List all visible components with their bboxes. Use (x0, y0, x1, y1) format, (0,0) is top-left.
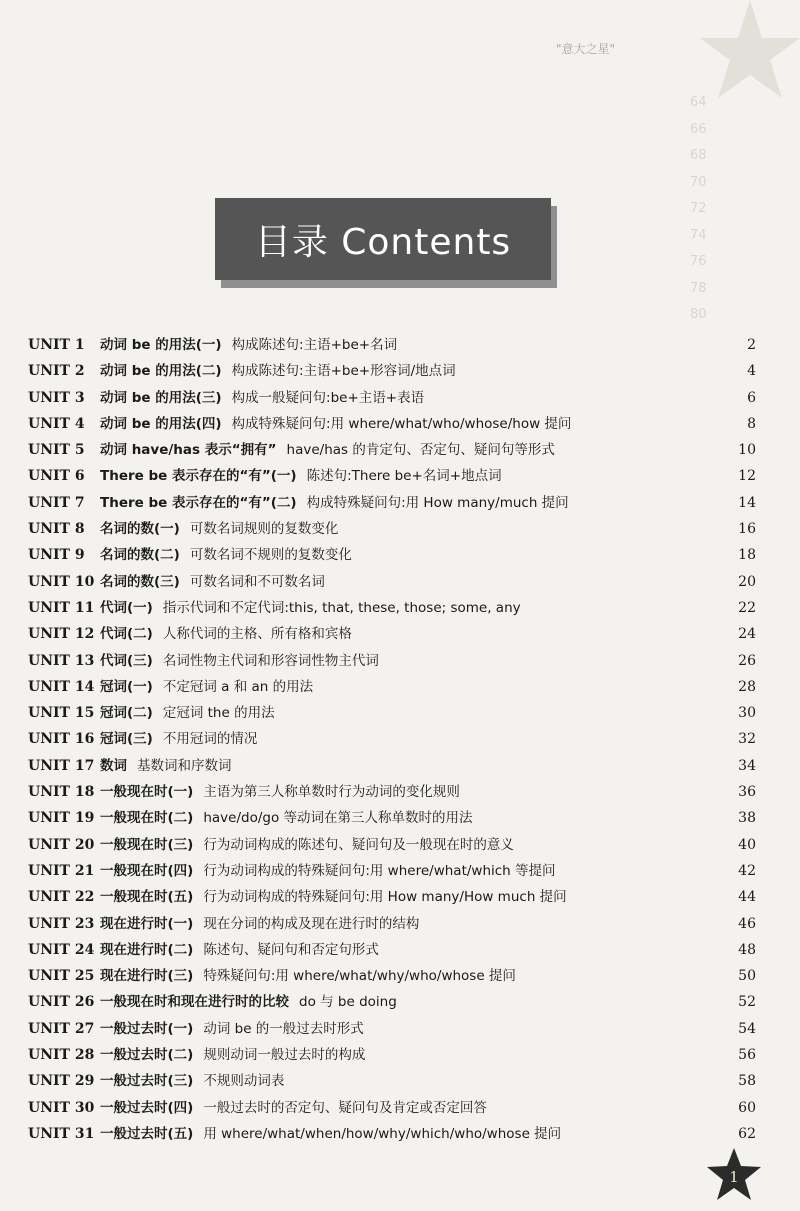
dot-leader (319, 677, 726, 691)
entry-topic: 名词的数(二) (100, 547, 180, 564)
toc-entry[interactable] (28, 859, 756, 885)
entry-description: 主语为第三人称单数时行为动词的变化规则 (203, 784, 460, 801)
contents-title-box (215, 198, 551, 280)
toc-entry[interactable] (28, 806, 756, 832)
unit-label: UNIT 23 (28, 915, 95, 932)
entry-description: 人称代词的主格、所有格和宾格 (162, 626, 352, 643)
entry-description: 构成一般疑问句:be+主语+表语 (231, 389, 425, 406)
entry-page-number: 14 (738, 494, 756, 511)
entry-description: 陈述句、疑问句和否定句形式 (203, 941, 379, 958)
unit-label: UNIT 24 (28, 941, 95, 958)
entry-page-number: 10 (738, 442, 756, 459)
entry-page-number: 20 (738, 573, 756, 590)
toc-entry[interactable] (28, 727, 756, 753)
entry-topic: 冠词(二) (100, 705, 153, 722)
entry-description: 行为动词构成的特殊疑问句:用 How many/How much 提问 (203, 889, 567, 906)
entry-description: have/has 的肯定句、否定句、疑问句等形式 (286, 442, 555, 459)
toc-entry[interactable] (28, 990, 756, 1016)
unit-label: UNIT 22 (28, 889, 95, 906)
entry-page-number: 44 (738, 889, 756, 906)
show-through-line: 78 (690, 280, 707, 296)
entry-page-number: 54 (738, 1020, 756, 1037)
toc-entry[interactable] (28, 649, 756, 675)
entry-topic: 名词的数(一) (100, 521, 180, 538)
entry-page-number: 48 (738, 941, 756, 958)
entry-page-number: 12 (738, 468, 756, 485)
toc-entry[interactable] (28, 833, 756, 859)
entry-topic: 一般过去时(二) (100, 1047, 194, 1064)
unit-label: UNIT 28 (28, 1047, 95, 1064)
toc-entry[interactable] (28, 359, 756, 385)
toc-entry[interactable] (28, 543, 756, 569)
dot-leader (493, 1098, 726, 1112)
unit-label: UNIT 31 (28, 1125, 95, 1142)
dot-leader (331, 572, 726, 586)
dot-leader (522, 966, 726, 980)
entry-topic: 动词 be 的用法(四) (100, 415, 222, 432)
entry-description: 动词 be 的一般过去时形式 (203, 1020, 364, 1037)
toc-entry[interactable] (28, 517, 756, 543)
entry-page-number: 38 (738, 810, 756, 827)
entry-topic: 一般过去时(五) (100, 1125, 194, 1142)
entry-description: 定冠词 the 的用法 (162, 705, 275, 722)
toc-entry[interactable] (28, 438, 756, 464)
unit-label: UNIT 3 (28, 389, 85, 406)
unit-label: UNIT 2 (28, 363, 85, 380)
dot-leader (430, 388, 726, 402)
dot-leader (238, 756, 727, 770)
entry-description: 可数名词规则的复数变化 (189, 521, 339, 538)
dot-leader (561, 440, 726, 454)
entry-description: 不规则动词表 (203, 1073, 285, 1090)
dot-leader (281, 703, 726, 717)
show-through-line: 68 (690, 148, 707, 163)
entry-description: 可数名词不规则的复数变化 (189, 547, 352, 564)
toc-entry[interactable] (28, 701, 756, 727)
toc-entry[interactable] (28, 1069, 756, 1095)
entry-page-number: 46 (738, 915, 756, 932)
unit-label: UNIT 12 (28, 626, 95, 643)
entry-topic: 一般现在时(一) (100, 784, 194, 801)
entry-topic: 一般现在时(四) (100, 862, 194, 879)
unit-label: UNIT 29 (28, 1073, 95, 1090)
unit-label: UNIT 16 (28, 731, 95, 748)
entry-page-number: 34 (738, 757, 756, 774)
entry-page-number: 36 (738, 784, 756, 801)
dot-leader (575, 493, 726, 507)
entry-description: 行为动词构成的陈述句、疑问句及一般现在时的意义 (203, 836, 514, 853)
entry-description: 规则动词一般过去时的构成 (203, 1047, 366, 1064)
show-through-line: 74 (690, 227, 707, 243)
toc-entry[interactable] (28, 570, 756, 596)
entry-description: 现在分词的构成及现在进行时的结构 (203, 915, 420, 932)
entry-description: 构成特殊疑问句:用 where/what/who/whose/how 提问 (231, 415, 572, 432)
entry-page-number: 22 (738, 599, 756, 616)
entry-topic: 冠词(三) (100, 731, 153, 748)
show-through-line: 76 (690, 254, 707, 269)
toc-entry[interactable] (28, 386, 756, 412)
dot-leader (425, 914, 726, 928)
dot-leader (462, 361, 726, 375)
dot-leader (344, 519, 726, 533)
toc-entry[interactable] (28, 412, 756, 438)
entry-topic: 动词 have/has 表示“拥有” (100, 442, 277, 459)
entry-topic: 一般过去时(一) (100, 1020, 194, 1037)
entry-topic: 代词(一) (100, 599, 153, 616)
show-through-line: 70 (690, 174, 707, 190)
dot-leader (403, 335, 726, 349)
dot-leader (370, 1019, 726, 1033)
toc-entry[interactable] (28, 675, 756, 701)
toc-entry[interactable] (28, 754, 756, 780)
entry-description: have/do/go 等动词在第三人称单数时的用法 (203, 810, 473, 827)
entry-topic: 现在进行时(三) (100, 968, 194, 985)
entry-description: 名词性物主代词和形容词性物主代词 (162, 652, 379, 669)
toc-entry[interactable] (28, 1096, 756, 1122)
dot-leader (290, 1071, 726, 1085)
dot-leader (385, 940, 726, 954)
unit-label: UNIT 11 (28, 599, 95, 616)
entry-page-number: 4 (747, 363, 756, 380)
entry-description: 指示代词和不定代词:this, that, these, those; some, any (162, 599, 521, 616)
dot-leader (520, 835, 726, 849)
dot-leader (567, 1124, 726, 1138)
dot-leader (508, 466, 726, 480)
entry-topic: 一般现在时和现在进行时的比较 (100, 994, 289, 1011)
entry-page-number: 60 (738, 1099, 756, 1116)
show-through-line: 80 (690, 307, 707, 322)
entry-topic: 一般现在时(二) (100, 810, 194, 827)
unit-label: UNIT 5 (28, 442, 85, 459)
entry-topic: 代词(二) (100, 626, 153, 643)
entry-description: do 与 be doing (299, 994, 397, 1011)
dot-leader (263, 729, 726, 743)
unit-label: UNIT 13 (28, 652, 95, 669)
dot-leader (371, 1045, 726, 1059)
toc-entry[interactable] (28, 938, 756, 964)
entry-topic: 现在进行时(一) (100, 915, 194, 932)
show-through-line: 72 (690, 201, 707, 216)
entry-page-number: 26 (738, 652, 756, 669)
entry-page-number: 40 (738, 836, 756, 853)
entry-description: 构成特殊疑问句:用 How many/much 提问 (306, 494, 569, 511)
unit-label: UNIT 19 (28, 810, 95, 827)
unit-label: UNIT 30 (28, 1099, 95, 1116)
entry-topic: 一般现在时(五) (100, 889, 194, 906)
table-of-contents (28, 333, 756, 1148)
toc-entry[interactable] (28, 912, 756, 938)
unit-label: UNIT 17 (28, 757, 95, 774)
dot-leader (466, 782, 726, 796)
entry-description: 不用冠词的情况 (162, 731, 258, 748)
entry-topic: There be 表示存在的“有”(一) (100, 468, 297, 485)
entry-topic: 一般过去时(四) (100, 1099, 194, 1116)
entry-page-number: 56 (738, 1047, 756, 1064)
dot-leader (527, 598, 726, 612)
unit-label: UNIT 26 (28, 994, 95, 1011)
entry-description: 构成陈述句:主语+be+形容词/地点词 (231, 363, 456, 380)
entry-page-number: 6 (747, 389, 756, 406)
unit-label: UNIT 8 (28, 521, 85, 538)
unit-label: UNIT 15 (28, 705, 95, 722)
entry-page-number: 30 (738, 705, 756, 722)
entry-page-number: 28 (738, 678, 756, 695)
page-number-badge (706, 1147, 762, 1201)
toc-entry[interactable] (28, 1122, 756, 1148)
entry-page-number: 58 (738, 1073, 756, 1090)
dot-leader (358, 624, 726, 638)
unit-label: UNIT 18 (28, 784, 95, 801)
entry-page-number: 50 (738, 968, 756, 985)
entry-description: 用 where/what/when/how/why/which/who/whose 提问 (203, 1125, 562, 1142)
dot-leader (573, 887, 726, 901)
entry-description: 特殊疑问句:用 where/what/why/who/whose 提问 (203, 968, 516, 985)
toc-entry[interactable] (28, 964, 756, 990)
dot-leader (358, 545, 726, 559)
entry-topic: 一般现在时(三) (100, 836, 194, 853)
page-number: 1 (729, 1168, 739, 1186)
unit-label: UNIT 4 (28, 415, 85, 432)
unit-label: UNIT 6 (28, 468, 85, 485)
unit-label: UNIT 7 (28, 494, 85, 511)
entry-page-number: 18 (738, 547, 756, 564)
entry-description: 不定冠词 a 和 an 的用法 (162, 678, 314, 695)
entry-topic: There be 表示存在的“有”(二) (100, 494, 297, 511)
toc-entry[interactable] (28, 1017, 756, 1043)
entry-topic: 名词的数(三) (100, 573, 180, 590)
entry-page-number: 24 (738, 626, 756, 643)
entry-topic: 动词 be 的用法(三) (100, 389, 222, 406)
corner-star-icon (630, 0, 800, 150)
page-title: 目录 Contents (254, 221, 512, 263)
dot-leader (577, 414, 726, 428)
unit-label: UNIT 21 (28, 862, 95, 879)
toc-entry[interactable] (28, 333, 756, 359)
entry-topic: 动词 be 的用法(一) (100, 337, 222, 353)
entry-topic: 冠词(一) (100, 678, 153, 695)
toc-entry[interactable] (28, 622, 756, 648)
entry-page-number: 8 (747, 415, 756, 432)
toc-entry[interactable] (28, 596, 756, 622)
show-through-line: 64 (690, 95, 707, 110)
unit-label: UNIT 14 (28, 678, 95, 695)
dot-leader (403, 992, 726, 1006)
entry-description: 陈述句:There be+名词+地点词 (306, 468, 502, 485)
toc-entry[interactable] (28, 780, 756, 806)
show-through-line: 66 (690, 121, 707, 137)
toc-entry[interactable] (28, 491, 756, 517)
unit-label: UNIT 10 (28, 573, 95, 590)
entry-page-number: 62 (738, 1125, 756, 1142)
toc-entry[interactable] (28, 464, 756, 490)
toc-entry[interactable] (28, 1043, 756, 1069)
entry-page-number: 32 (738, 731, 756, 748)
unit-label: UNIT 9 (28, 547, 85, 564)
series-tag: "意大之星" (556, 42, 616, 56)
entry-description: 一般过去时的否定句、疑问句及肯定或否定回答 (203, 1099, 487, 1116)
entry-page-number: 16 (738, 521, 756, 538)
entry-topic: 现在进行时(二) (100, 941, 194, 958)
entry-topic: 数词 (100, 757, 127, 774)
entry-page-number: 52 (738, 994, 756, 1011)
dot-leader (479, 808, 726, 822)
dot-leader (385, 651, 726, 665)
unit-label: UNIT 1 (28, 337, 85, 353)
entry-description: 构成陈述句:主语+be+名词 (231, 337, 398, 353)
unit-label: UNIT 27 (28, 1020, 95, 1037)
toc-entry[interactable] (28, 885, 756, 911)
entry-page-number: 2 (747, 337, 756, 353)
unit-label: UNIT 20 (28, 836, 95, 853)
unit-label: UNIT 25 (28, 968, 95, 985)
entry-description: 行为动词构成的特殊疑问句:用 where/what/which 等提问 (203, 862, 556, 879)
entry-topic: 一般过去时(三) (100, 1073, 194, 1090)
entry-topic: 动词 be 的用法(二) (100, 363, 222, 380)
entry-topic: 代词(三) (100, 652, 153, 669)
dot-leader (562, 861, 726, 875)
entry-page-number: 42 (738, 862, 756, 879)
entry-description: 可数名词和不可数名词 (189, 573, 325, 590)
entry-description: 基数词和序数词 (137, 757, 232, 774)
